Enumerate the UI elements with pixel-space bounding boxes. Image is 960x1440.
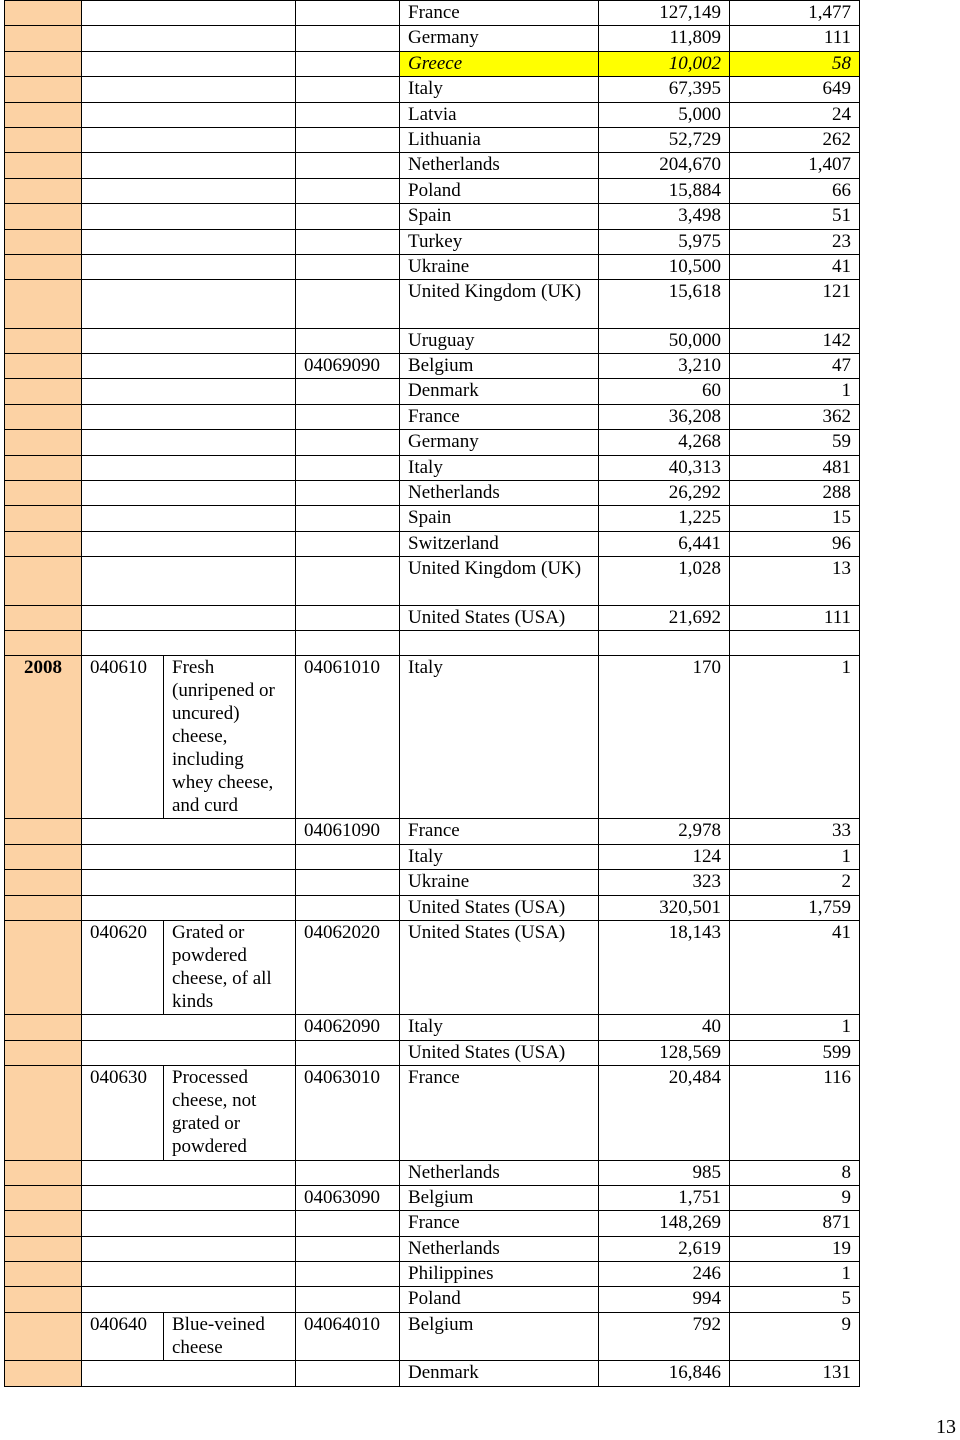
hs-desc-cell (82, 254, 296, 279)
country-cell: France (400, 1066, 599, 1160)
hs-desc-cell (82, 870, 296, 895)
table-row (5, 26, 860, 51)
table-row (5, 404, 860, 429)
tariff-code-cell (296, 1236, 400, 1261)
tariff-code-cell (296, 1160, 400, 1185)
tariff-code-cell: 04069090 (296, 354, 400, 379)
quantity-cell: 1 (730, 1262, 860, 1287)
year-cell (5, 1312, 82, 1360)
table-row (5, 1066, 860, 1160)
value-cell: 40 (599, 1015, 730, 1040)
quantity-cell: 1 (730, 655, 860, 818)
tariff-code-cell (296, 26, 400, 51)
year-cell (5, 51, 82, 76)
hs-desc-cell (82, 102, 296, 127)
table-row (5, 1015, 860, 1040)
value-cell: 16,846 (599, 1361, 730, 1386)
quantity-cell: 362 (730, 404, 860, 429)
year-cell (5, 455, 82, 480)
hs-desc-cell (82, 1040, 296, 1065)
hs-desc-cell (82, 557, 296, 605)
table-row (5, 379, 860, 404)
value-cell: 21,692 (599, 605, 730, 630)
year-cell (5, 844, 82, 869)
year-cell (5, 895, 82, 920)
tariff-code-cell: 04063090 (296, 1185, 400, 1210)
year-cell (5, 1287, 82, 1312)
country-cell: Ukraine (400, 254, 599, 279)
year-cell (5, 1185, 82, 1210)
tariff-code-cell (296, 254, 400, 279)
year-cell (5, 1361, 82, 1386)
value-cell (599, 630, 730, 655)
table-row (5, 127, 860, 152)
table-row (5, 655, 860, 818)
country-cell: United States (USA) (400, 920, 599, 1014)
table-row (5, 51, 860, 76)
year-cell (5, 1015, 82, 1040)
table-row (5, 870, 860, 895)
tariff-code-cell (296, 630, 400, 655)
hs-desc-cell (82, 605, 296, 630)
year-cell (5, 229, 82, 254)
year-cell (5, 531, 82, 556)
year-cell (5, 379, 82, 404)
table-row (5, 204, 860, 229)
year-cell (5, 605, 82, 630)
country-cell: Germany (400, 26, 599, 51)
year-cell (5, 1, 82, 26)
year-cell (5, 920, 82, 1014)
quantity-cell: 131 (730, 1361, 860, 1386)
table-row (5, 481, 860, 506)
country-cell: Latvia (400, 102, 599, 127)
table-row (5, 102, 860, 127)
cheese-import-table (4, 0, 860, 1387)
hs-code-cell: 040640 (82, 1312, 164, 1360)
hs-desc-cell (82, 127, 296, 152)
tariff-code-cell (296, 430, 400, 455)
value-cell: 128,569 (599, 1040, 730, 1065)
table-row (5, 844, 860, 869)
quantity-cell: 13 (730, 557, 860, 605)
hs-desc-cell (82, 204, 296, 229)
table-row (5, 819, 860, 844)
hs-desc-cell (82, 531, 296, 556)
year-cell (5, 630, 82, 655)
table-row (5, 1287, 860, 1312)
value-cell: 792 (599, 1312, 730, 1360)
hs-desc-cell (82, 1287, 296, 1312)
value-cell: 18,143 (599, 920, 730, 1014)
quantity-cell: 2 (730, 870, 860, 895)
hs-desc-cell (82, 354, 296, 379)
quantity-cell: 121 (730, 280, 860, 328)
table-row (5, 605, 860, 630)
blank-row (5, 630, 860, 655)
quantity-cell (730, 630, 860, 655)
value-cell: 26,292 (599, 481, 730, 506)
quantity-cell: 15 (730, 506, 860, 531)
hs-desc-cell (82, 430, 296, 455)
country-cell: Denmark (400, 1361, 599, 1386)
tariff-code-cell (296, 1, 400, 26)
value-cell: 246 (599, 1262, 730, 1287)
tariff-code-cell (296, 1361, 400, 1386)
value-cell: 985 (599, 1160, 730, 1185)
year-cell (5, 127, 82, 152)
product-description-cell: Blue-veined cheese (164, 1312, 296, 1360)
year-cell (5, 557, 82, 605)
tariff-code-cell (296, 328, 400, 353)
country-cell: Spain (400, 204, 599, 229)
country-cell: France (400, 819, 599, 844)
quantity-cell: 1 (730, 379, 860, 404)
quantity-cell: 1 (730, 1015, 860, 1040)
tariff-code-cell (296, 77, 400, 102)
year-cell (5, 204, 82, 229)
quantity-cell: 1,759 (730, 895, 860, 920)
hs-desc-cell (82, 1, 296, 26)
country-cell: Belgium (400, 1312, 599, 1360)
country-cell (400, 630, 599, 655)
tariff-code-cell (296, 404, 400, 429)
quantity-cell: 24 (730, 102, 860, 127)
table-row (5, 557, 860, 605)
value-cell: 15,618 (599, 280, 730, 328)
tariff-code-cell (296, 1211, 400, 1236)
value-cell: 20,484 (599, 1066, 730, 1160)
quantity-cell: 1,477 (730, 1, 860, 26)
value-cell: 52,729 (599, 127, 730, 152)
hs-desc-cell (82, 153, 296, 178)
country-cell: Greece (400, 51, 599, 76)
hs-desc-cell (82, 404, 296, 429)
value-cell: 3,498 (599, 204, 730, 229)
tariff-code-cell (296, 844, 400, 869)
table-row (5, 455, 860, 480)
country-cell: United States (USA) (400, 895, 599, 920)
product-description-cell: Fresh (unripened or uncured) cheese, including whey cheese, and curd (164, 655, 296, 818)
quantity-cell: 142 (730, 328, 860, 353)
country-cell: United States (USA) (400, 1040, 599, 1065)
country-cell: Turkey (400, 229, 599, 254)
country-cell: Spain (400, 506, 599, 531)
value-cell: 994 (599, 1287, 730, 1312)
table-row (5, 354, 860, 379)
tariff-code-cell (296, 280, 400, 328)
year-cell (5, 430, 82, 455)
country-cell: France (400, 1211, 599, 1236)
quantity-cell: 871 (730, 1211, 860, 1236)
value-cell: 10,500 (599, 254, 730, 279)
table-row (5, 1262, 860, 1287)
hs-desc-cell (82, 229, 296, 254)
year-cell (5, 1236, 82, 1261)
value-cell: 60 (599, 379, 730, 404)
table-row (5, 178, 860, 203)
table-row (5, 1, 860, 26)
country-cell: Italy (400, 1015, 599, 1040)
year-cell (5, 1066, 82, 1160)
value-cell: 3,210 (599, 354, 730, 379)
country-cell: United States (USA) (400, 605, 599, 630)
table-row (5, 77, 860, 102)
hs-desc-cell (82, 1160, 296, 1185)
country-cell: Netherlands (400, 153, 599, 178)
value-cell: 36,208 (599, 404, 730, 429)
country-cell: Italy (400, 655, 599, 818)
quantity-cell: 19 (730, 1236, 860, 1261)
year-cell (5, 1040, 82, 1065)
product-description-cell: Grated or powdered cheese, of all kinds (164, 920, 296, 1014)
tariff-code-cell (296, 127, 400, 152)
tariff-code-cell (296, 178, 400, 203)
country-cell: Belgium (400, 354, 599, 379)
country-cell: Italy (400, 844, 599, 869)
tariff-code-cell (296, 229, 400, 254)
value-cell: 40,313 (599, 455, 730, 480)
hs-desc-cell (82, 280, 296, 328)
table-row (5, 229, 860, 254)
value-cell: 323 (599, 870, 730, 895)
hs-desc-cell (82, 1185, 296, 1210)
country-cell: Germany (400, 430, 599, 455)
value-cell: 204,670 (599, 153, 730, 178)
hs-code-cell: 040610 (82, 655, 164, 818)
quantity-cell: 51 (730, 204, 860, 229)
year-cell (5, 26, 82, 51)
hs-desc-cell (82, 506, 296, 531)
table-row (5, 920, 860, 1014)
country-cell: France (400, 404, 599, 429)
tariff-code-cell: 04062090 (296, 1015, 400, 1040)
tariff-code-cell (296, 870, 400, 895)
quantity-cell: 288 (730, 481, 860, 506)
tariff-code-cell (296, 531, 400, 556)
year-cell (5, 819, 82, 844)
value-cell: 2,978 (599, 819, 730, 844)
value-cell: 1,225 (599, 506, 730, 531)
tariff-code-cell: 04061090 (296, 819, 400, 844)
value-cell: 2,619 (599, 1236, 730, 1261)
country-cell: United Kingdom (UK) (400, 280, 599, 328)
year-cell (5, 254, 82, 279)
table-row (5, 895, 860, 920)
hs-desc-cell (82, 328, 296, 353)
hs-desc-cell (82, 1262, 296, 1287)
table-row (5, 1236, 860, 1261)
year-cell (5, 77, 82, 102)
page-number: 13 (936, 1416, 956, 1438)
value-cell: 15,884 (599, 178, 730, 203)
value-cell: 320,501 (599, 895, 730, 920)
value-cell: 67,395 (599, 77, 730, 102)
year-cell (5, 1262, 82, 1287)
quantity-cell: 1 (730, 844, 860, 869)
product-description-cell: Processed cheese, not grated or powdered (164, 1066, 296, 1160)
hs-desc-cell (82, 1015, 296, 1040)
table-row (5, 506, 860, 531)
hs-desc-cell (82, 178, 296, 203)
country-cell: Lithuania (400, 127, 599, 152)
tariff-code-cell (296, 557, 400, 605)
year-cell (5, 328, 82, 353)
tariff-code-cell: 04063010 (296, 1066, 400, 1160)
table-row (5, 1160, 860, 1185)
country-cell: Denmark (400, 379, 599, 404)
table-row (5, 328, 860, 353)
tariff-code-cell (296, 204, 400, 229)
hs-desc-cell (82, 481, 296, 506)
table-row (5, 1211, 860, 1236)
year-cell (5, 102, 82, 127)
quantity-cell: 599 (730, 1040, 860, 1065)
value-cell: 148,269 (599, 1211, 730, 1236)
tariff-code-cell: 04061010 (296, 655, 400, 818)
hs-desc-cell (82, 630, 296, 655)
country-cell: Netherlands (400, 1160, 599, 1185)
hs-desc-cell (82, 51, 296, 76)
value-cell: 1,751 (599, 1185, 730, 1210)
quantity-cell: 59 (730, 430, 860, 455)
quantity-cell: 47 (730, 354, 860, 379)
tariff-code-cell (296, 51, 400, 76)
tariff-code-cell (296, 1287, 400, 1312)
year-cell (5, 870, 82, 895)
quantity-cell: 9 (730, 1312, 860, 1360)
tariff-code-cell (296, 455, 400, 480)
quantity-cell: 41 (730, 920, 860, 1014)
value-cell: 124 (599, 844, 730, 869)
country-cell: Italy (400, 77, 599, 102)
tariff-code-cell (296, 379, 400, 404)
table-row (5, 254, 860, 279)
quantity-cell: 262 (730, 127, 860, 152)
tariff-code-cell (296, 895, 400, 920)
quantity-cell: 96 (730, 531, 860, 556)
hs-desc-cell (82, 379, 296, 404)
year-cell (5, 153, 82, 178)
quantity-cell: 41 (730, 254, 860, 279)
year-cell (5, 506, 82, 531)
year-cell (5, 354, 82, 379)
country-cell: Netherlands (400, 1236, 599, 1261)
tariff-code-cell (296, 605, 400, 630)
table-row (5, 531, 860, 556)
hs-desc-cell (82, 455, 296, 480)
hs-code-cell: 040630 (82, 1066, 164, 1160)
hs-desc-cell (82, 895, 296, 920)
quantity-cell: 111 (730, 26, 860, 51)
year-cell (5, 404, 82, 429)
tariff-code-cell (296, 1040, 400, 1065)
value-cell: 50,000 (599, 328, 730, 353)
country-cell: Poland (400, 1287, 599, 1312)
table-row (5, 153, 860, 178)
hs-desc-cell (82, 1211, 296, 1236)
country-cell: Switzerland (400, 531, 599, 556)
value-cell: 4,268 (599, 430, 730, 455)
value-cell: 1,028 (599, 557, 730, 605)
hs-code-cell: 040620 (82, 920, 164, 1014)
table-row (5, 430, 860, 455)
tariff-code-cell (296, 1262, 400, 1287)
quantity-cell: 66 (730, 178, 860, 203)
quantity-cell: 649 (730, 77, 860, 102)
table-row (5, 280, 860, 328)
quantity-cell: 111 (730, 605, 860, 630)
year-cell (5, 1160, 82, 1185)
country-cell: Philippines (400, 1262, 599, 1287)
value-cell: 11,809 (599, 26, 730, 51)
quantity-cell: 5 (730, 1287, 860, 1312)
tariff-code-cell (296, 102, 400, 127)
value-cell: 10,002 (599, 51, 730, 76)
quantity-cell: 9 (730, 1185, 860, 1210)
country-cell: United Kingdom (UK) (400, 557, 599, 605)
year-cell (5, 1211, 82, 1236)
quantity-cell: 58 (730, 51, 860, 76)
hs-desc-cell (82, 844, 296, 869)
hs-desc-cell (82, 1236, 296, 1261)
table-row (5, 1312, 860, 1360)
table-row (5, 1040, 860, 1065)
country-cell: Ukraine (400, 870, 599, 895)
country-cell: Poland (400, 178, 599, 203)
tariff-code-cell: 04062020 (296, 920, 400, 1014)
quantity-cell: 116 (730, 1066, 860, 1160)
quantity-cell: 23 (730, 229, 860, 254)
year-cell: 2008 (5, 655, 82, 818)
year-cell (5, 481, 82, 506)
tariff-code-cell: 04064010 (296, 1312, 400, 1360)
country-cell: France (400, 1, 599, 26)
value-cell: 5,975 (599, 229, 730, 254)
tariff-code-cell (296, 506, 400, 531)
tariff-code-cell (296, 481, 400, 506)
hs-desc-cell (82, 1361, 296, 1386)
value-cell: 6,441 (599, 531, 730, 556)
year-cell (5, 280, 82, 328)
quantity-cell: 481 (730, 455, 860, 480)
table-row (5, 1361, 860, 1386)
quantity-cell: 1,407 (730, 153, 860, 178)
value-cell: 5,000 (599, 102, 730, 127)
year-cell (5, 178, 82, 203)
country-cell: Netherlands (400, 481, 599, 506)
country-cell: Italy (400, 455, 599, 480)
country-cell: Uruguay (400, 328, 599, 353)
country-cell: Belgium (400, 1185, 599, 1210)
quantity-cell: 33 (730, 819, 860, 844)
tariff-code-cell (296, 153, 400, 178)
quantity-cell: 8 (730, 1160, 860, 1185)
table-row (5, 1185, 860, 1210)
hs-desc-cell (82, 26, 296, 51)
hs-desc-cell (82, 819, 296, 844)
value-cell: 127,149 (599, 1, 730, 26)
value-cell: 170 (599, 655, 730, 818)
hs-desc-cell (82, 77, 296, 102)
